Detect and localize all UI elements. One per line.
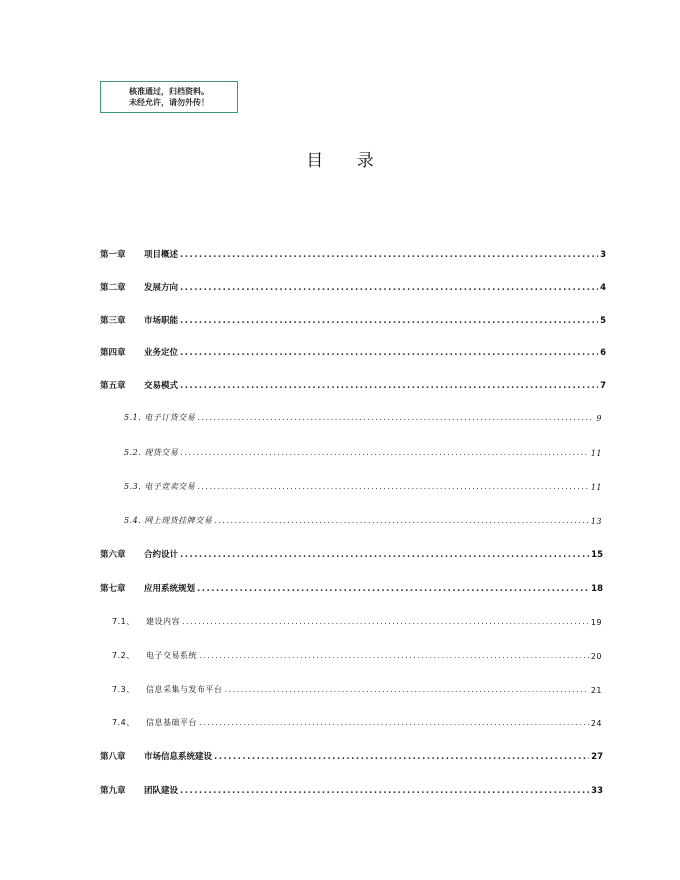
toc-leader-dots	[180, 250, 598, 260]
toc-entry-text: 电子交易系统	[146, 651, 197, 660]
toc-entry-page: 20	[590, 652, 602, 661]
toc-entry-page: 13	[590, 517, 602, 526]
toc-entry-section-5-2[interactable]	[124, 444, 602, 458]
toc-leader-dots	[197, 413, 594, 423]
toc-entry-page: 6	[600, 348, 606, 358]
toc-entry-section-5-1[interactable]	[124, 409, 602, 423]
toc-entry-section-7-2[interactable]	[112, 647, 602, 661]
toc-leader-dots	[199, 651, 589, 661]
toc-entry-section-7-3[interactable]	[112, 681, 602, 695]
toc-entry-text: 信息采集与发布平台	[146, 685, 223, 694]
toc-entry-number: 5.1.	[124, 413, 142, 422]
toc-entry-page: 5	[600, 316, 606, 326]
toc-entry-text: 网上现货挂牌交易	[144, 516, 213, 525]
toc-leader-dots	[214, 752, 589, 762]
toc-entry-page: 4	[600, 283, 606, 293]
toc-entry-page: 11	[590, 483, 602, 492]
toc-entry-text: 交易模式	[144, 381, 179, 391]
toc-entry-page: 11	[590, 449, 602, 458]
toc-entry-number: 7.1、	[112, 617, 135, 626]
toc-entry-chapter-4[interactable]	[100, 344, 606, 358]
toc-entry-page: 33	[591, 786, 603, 796]
toc-entry-page: 7	[600, 381, 606, 391]
toc-leader-dots	[180, 316, 598, 326]
toc-entry-page: 27	[591, 752, 603, 762]
toc-entry-text: 电子订货交易	[144, 413, 196, 422]
toc-entry-text: 电子竞卖交易	[144, 482, 196, 491]
toc-entry-number: 第九章	[100, 786, 126, 796]
toc-leader-dots	[182, 617, 589, 627]
toc-entry-page: 21	[590, 686, 602, 695]
toc-leader-dots	[197, 482, 589, 492]
toc-entry-number: 第四章	[100, 348, 126, 358]
stamp-line-1: 核准通过，归档资料。	[129, 87, 209, 96]
toc-entry-section-7-4[interactable]	[112, 714, 602, 728]
toc-entry-number: 第一章	[100, 250, 126, 260]
page-title: 目 录	[306, 151, 388, 171]
toc-entry-text: 业务定位	[144, 348, 179, 358]
toc-entry-chapter-1[interactable]	[100, 246, 606, 260]
toc-entry-text: 项目概述	[144, 250, 179, 260]
stamp-line-2: 未经允许，请勿外传！	[129, 98, 209, 107]
toc-entry-number: 7.3、	[112, 685, 135, 694]
toc-entry-chapter-9[interactable]	[100, 782, 603, 796]
toc-leader-dots	[180, 348, 598, 358]
toc-entry-number: 第六章	[100, 550, 126, 560]
toc-entry-number: 第八章	[100, 752, 126, 762]
toc-leader-dots	[180, 381, 598, 391]
toc-leader-dots	[197, 584, 589, 594]
toc-entry-page: 3	[600, 250, 606, 260]
toc-entry-section-7-1[interactable]	[112, 613, 602, 627]
toc-leader-dots	[180, 786, 589, 796]
toc-entry-chapter-2[interactable]	[100, 279, 606, 293]
toc-entry-chapter-3[interactable]	[100, 312, 606, 326]
toc-entry-number: 7.2、	[112, 651, 135, 660]
toc-entry-section-5-3[interactable]	[124, 478, 602, 492]
toc-leader-dots	[180, 550, 589, 560]
toc-entry-chapter-6[interactable]	[100, 546, 603, 560]
toc-entry-text: 信息基础平台	[146, 718, 197, 727]
toc-entry-number: 5.3.	[124, 482, 142, 491]
toc-entry-section-5-4[interactable]	[124, 512, 602, 526]
toc-entry-text: 发展方向	[144, 283, 179, 293]
toc-entry-text: 应用系统规划	[144, 584, 196, 594]
toc-entry-page: 24	[590, 719, 602, 728]
toc-entry-text: 合约设计	[144, 550, 179, 560]
toc-leader-dots	[180, 283, 598, 293]
toc-entry-page: 9	[596, 414, 602, 423]
toc-leader-dots	[199, 718, 589, 728]
toc-entry-page: 15	[591, 550, 603, 560]
toc-entry-page: 19	[590, 618, 602, 627]
toc-entry-number: 5.2.	[124, 448, 142, 457]
toc-entry-text: 团队建设	[144, 786, 179, 796]
toc-entry-chapter-7[interactable]	[100, 580, 603, 594]
toc-entry-text: 市场信息系统建设	[144, 752, 213, 762]
toc-leader-dots	[225, 685, 589, 695]
toc-entry-number: 第五章	[100, 381, 126, 391]
toc-entry-chapter-8[interactable]	[100, 748, 603, 762]
toc-entry-number: 第三章	[100, 316, 126, 326]
toc-entry-chapter-5[interactable]	[100, 377, 606, 391]
toc-entry-text: 建设内容	[146, 617, 180, 626]
toc-leader-dots	[214, 516, 589, 526]
toc-entry-number: 第二章	[100, 283, 126, 293]
toc-entry-number: 7.4、	[112, 718, 135, 727]
toc-entry-text: 市场职能	[144, 316, 179, 326]
toc-entry-number: 5.4.	[124, 516, 142, 525]
toc-entry-page: 18	[591, 584, 603, 594]
toc-entry-text: 现货交易	[144, 448, 179, 457]
toc-leader-dots	[180, 448, 589, 458]
toc-entry-number: 第七章	[100, 584, 126, 594]
